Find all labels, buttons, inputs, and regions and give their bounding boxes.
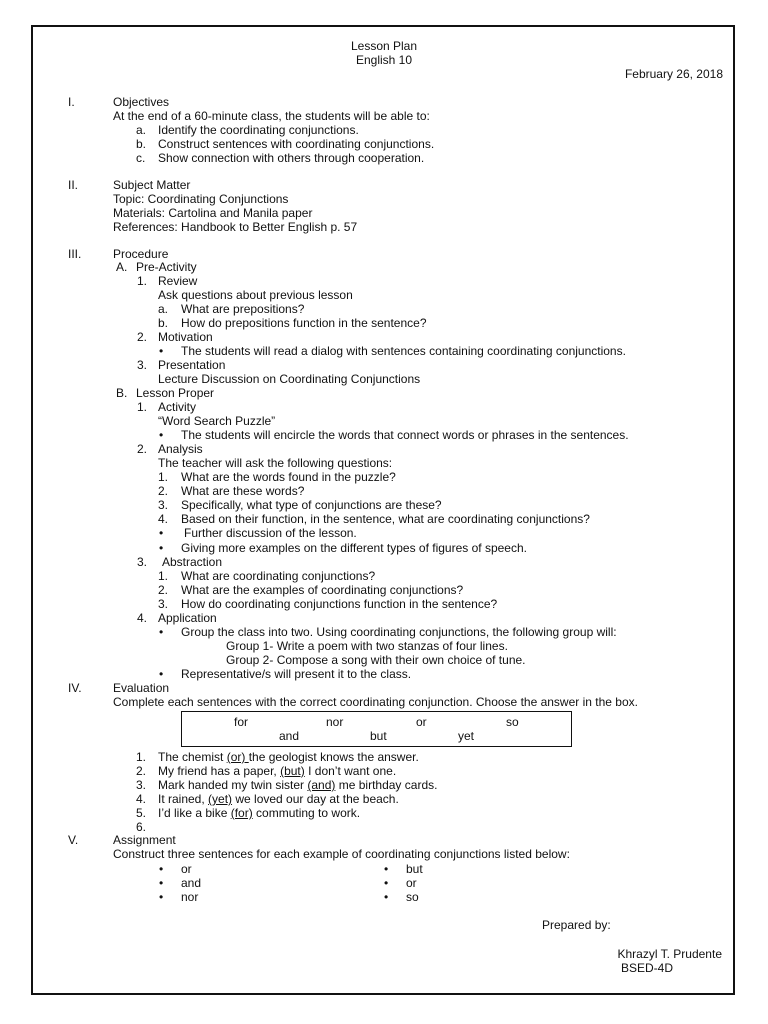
section-4-number: IV. bbox=[68, 681, 82, 695]
answer: (for) bbox=[230, 806, 253, 820]
box-word: for bbox=[234, 715, 249, 729]
objectives-intro: At the end of a 60-minute class, the students will be able to: bbox=[113, 109, 430, 123]
assignment-word: or bbox=[406, 876, 417, 890]
list-marker: b. bbox=[136, 137, 147, 151]
list-marker: a. bbox=[136, 123, 147, 137]
analysis-question: Based on their function, in the sentence, what are coordinating conjunctions? bbox=[181, 512, 590, 526]
list-marker: 1. bbox=[137, 274, 148, 288]
author-course: BSED-4D bbox=[621, 961, 674, 975]
box-word: so bbox=[506, 715, 519, 729]
motivation-heading: Motivation bbox=[158, 330, 213, 344]
section-1-title: Objectives bbox=[113, 95, 170, 109]
review-text: Ask questions about previous lesson bbox=[158, 288, 353, 302]
application-text: Group the class into two. Using coordinating conjunctions, the following group will: bbox=[181, 625, 617, 639]
bullet: • bbox=[384, 876, 389, 890]
list-marker: 3. bbox=[137, 358, 148, 372]
review-question: What are prepositions? bbox=[181, 302, 305, 316]
analysis-question: What are the words found in the puzzle? bbox=[181, 470, 396, 484]
lesson-proper-heading: Lesson Proper bbox=[136, 386, 215, 400]
list-marker: 2. bbox=[158, 583, 169, 597]
list-marker: 3. bbox=[137, 555, 148, 569]
answer: (or) bbox=[226, 750, 249, 764]
section-3-number: III. bbox=[68, 247, 82, 261]
bullet: • bbox=[159, 667, 164, 681]
evaluation-item: The chemist (or) the geologist knows the answer. bbox=[158, 750, 419, 764]
answer: (and) bbox=[307, 778, 336, 792]
bullet: • bbox=[159, 876, 164, 890]
box-word: nor bbox=[326, 715, 344, 729]
section-5-title: Assignment bbox=[113, 833, 176, 847]
list-marker: 3. bbox=[158, 597, 169, 611]
list-marker: 2. bbox=[137, 442, 148, 456]
list-marker: 5. bbox=[136, 806, 147, 820]
activity-text: The students will encircle the words that connect words or phrases in the sentences. bbox=[181, 428, 629, 442]
list-marker: 2. bbox=[158, 484, 169, 498]
assignment-word: nor bbox=[181, 890, 199, 904]
section-1-number: I. bbox=[68, 95, 75, 109]
application-end: Representative/s will present it to the class. bbox=[181, 667, 412, 681]
bullet: • bbox=[159, 344, 164, 358]
list-marker: 6. bbox=[136, 820, 147, 834]
evaluation-item: Mark handed my twin sister (and) me birthday cards. bbox=[158, 778, 438, 792]
evaluation-item: I’d like a bike (for) commuting to work. bbox=[158, 806, 361, 820]
objective-item: Show connection with others through cooperation. bbox=[158, 151, 425, 165]
list-marker: b. bbox=[158, 316, 169, 330]
group-1-task: Group 1- Write a poem with two stanzas of four lines. bbox=[226, 639, 508, 653]
analysis-bullet: Further discussion of the lesson. bbox=[184, 526, 357, 540]
assignment-word: or bbox=[181, 862, 192, 876]
bullet: • bbox=[159, 625, 164, 639]
box-word: yet bbox=[458, 729, 475, 743]
list-marker: a. bbox=[158, 302, 169, 316]
box-word: and bbox=[279, 729, 300, 743]
bullet: • bbox=[159, 862, 164, 876]
list-marker: 1. bbox=[158, 569, 169, 583]
group-2-task: Group 2- Compose a song with their own choice of tune. bbox=[226, 653, 526, 667]
analysis-heading: Analysis bbox=[158, 442, 203, 456]
bullet: • bbox=[384, 890, 389, 904]
objective-item: Identify the coordinating conjunctions. bbox=[158, 123, 359, 137]
materials-line: Materials: Cartolina and Manila paper bbox=[113, 206, 313, 220]
answer: (but) bbox=[280, 764, 305, 778]
activity-heading: Activity bbox=[158, 400, 197, 414]
section-5-number: V. bbox=[68, 833, 79, 847]
pre-activity-heading: Pre-Activity bbox=[136, 260, 197, 274]
abstraction-question: What are the examples of coordinating conjunctions? bbox=[181, 583, 464, 597]
section-3-title: Procedure bbox=[113, 247, 169, 261]
list-marker: 4. bbox=[137, 611, 148, 625]
evaluation-instruction: Complete each sentences with the correct coordinating conjunction. Choose the answer in the box. bbox=[113, 695, 638, 709]
review-heading: Review bbox=[158, 274, 198, 288]
list-marker: 2. bbox=[136, 764, 147, 778]
assignment-word: but bbox=[406, 862, 423, 876]
review-question: How do prepositions function in the sentence? bbox=[181, 316, 427, 330]
assignment-word: so bbox=[406, 890, 419, 904]
presentation-text: Lecture Discussion on Coordinating Conjunctions bbox=[158, 372, 421, 386]
abstraction-question: What are coordinating conjunctions? bbox=[181, 569, 376, 583]
box-word: or bbox=[416, 715, 427, 729]
topic-line: Topic: Coordinating Conjunctions bbox=[113, 192, 289, 206]
list-marker: 1. bbox=[136, 750, 147, 764]
box-word: but bbox=[370, 729, 387, 743]
analysis-question: Specifically, what type of conjunctions are these? bbox=[181, 498, 442, 512]
application-heading: Application bbox=[158, 611, 217, 625]
analysis-intro: The teacher will ask the following questions: bbox=[158, 456, 393, 470]
section-4-title: Evaluation bbox=[113, 681, 170, 695]
bullet: • bbox=[159, 541, 164, 555]
doc-date: February 26, 2018 bbox=[624, 67, 723, 81]
abstraction-question: How do coordinating conjunctions function in the sentence? bbox=[181, 597, 498, 611]
analysis-question: What are these words? bbox=[181, 484, 305, 498]
objective-item: Construct sentences with coordinating conjunctions. bbox=[158, 137, 435, 151]
prepared-by-label: Prepared by: bbox=[542, 918, 611, 932]
assignment-word: and bbox=[181, 876, 202, 890]
analysis-bullet: Giving more examples on the different types of figures of speech. bbox=[181, 541, 527, 555]
bullet: • bbox=[159, 526, 164, 540]
list-marker: 2. bbox=[137, 330, 148, 344]
list-marker: B. bbox=[116, 386, 128, 400]
bullet: • bbox=[159, 890, 164, 904]
list-marker: A. bbox=[116, 260, 128, 274]
doc-subject: English 10 bbox=[355, 53, 413, 67]
list-marker: c. bbox=[136, 151, 146, 165]
list-marker: 4. bbox=[158, 512, 169, 526]
list-marker: 3. bbox=[158, 498, 169, 512]
doc-title: Lesson Plan bbox=[350, 39, 418, 53]
list-marker: 3. bbox=[136, 778, 147, 792]
abstraction-heading: Abstraction bbox=[162, 555, 223, 569]
activity-title: “Word Search Puzzle” bbox=[158, 414, 276, 428]
motivation-text: The students will read a dialog with sentences containing coordinating conjunctions. bbox=[181, 344, 626, 358]
evaluation-item: It rained, (yet) we loved our day at the beach. bbox=[158, 792, 399, 806]
answer: (yet) bbox=[208, 792, 233, 806]
list-marker: 4. bbox=[136, 792, 147, 806]
bullet: • bbox=[159, 428, 164, 442]
list-marker: 1. bbox=[137, 400, 148, 414]
references-line: References: Handbook to Better English p. 57 bbox=[113, 220, 358, 234]
bullet: • bbox=[384, 862, 389, 876]
author-name: Khrazyl T. Prudente bbox=[617, 947, 722, 961]
section-2-title: Subject Matter bbox=[113, 178, 191, 192]
evaluation-item: My friend has a paper, (but) I don’t want one. bbox=[158, 764, 397, 778]
presentation-heading: Presentation bbox=[158, 358, 226, 372]
assignment-instruction: Construct three sentences for each example of coordinating conjunctions listed below: bbox=[113, 847, 570, 861]
section-2-number: II. bbox=[68, 178, 79, 192]
list-marker: 1. bbox=[158, 470, 169, 484]
